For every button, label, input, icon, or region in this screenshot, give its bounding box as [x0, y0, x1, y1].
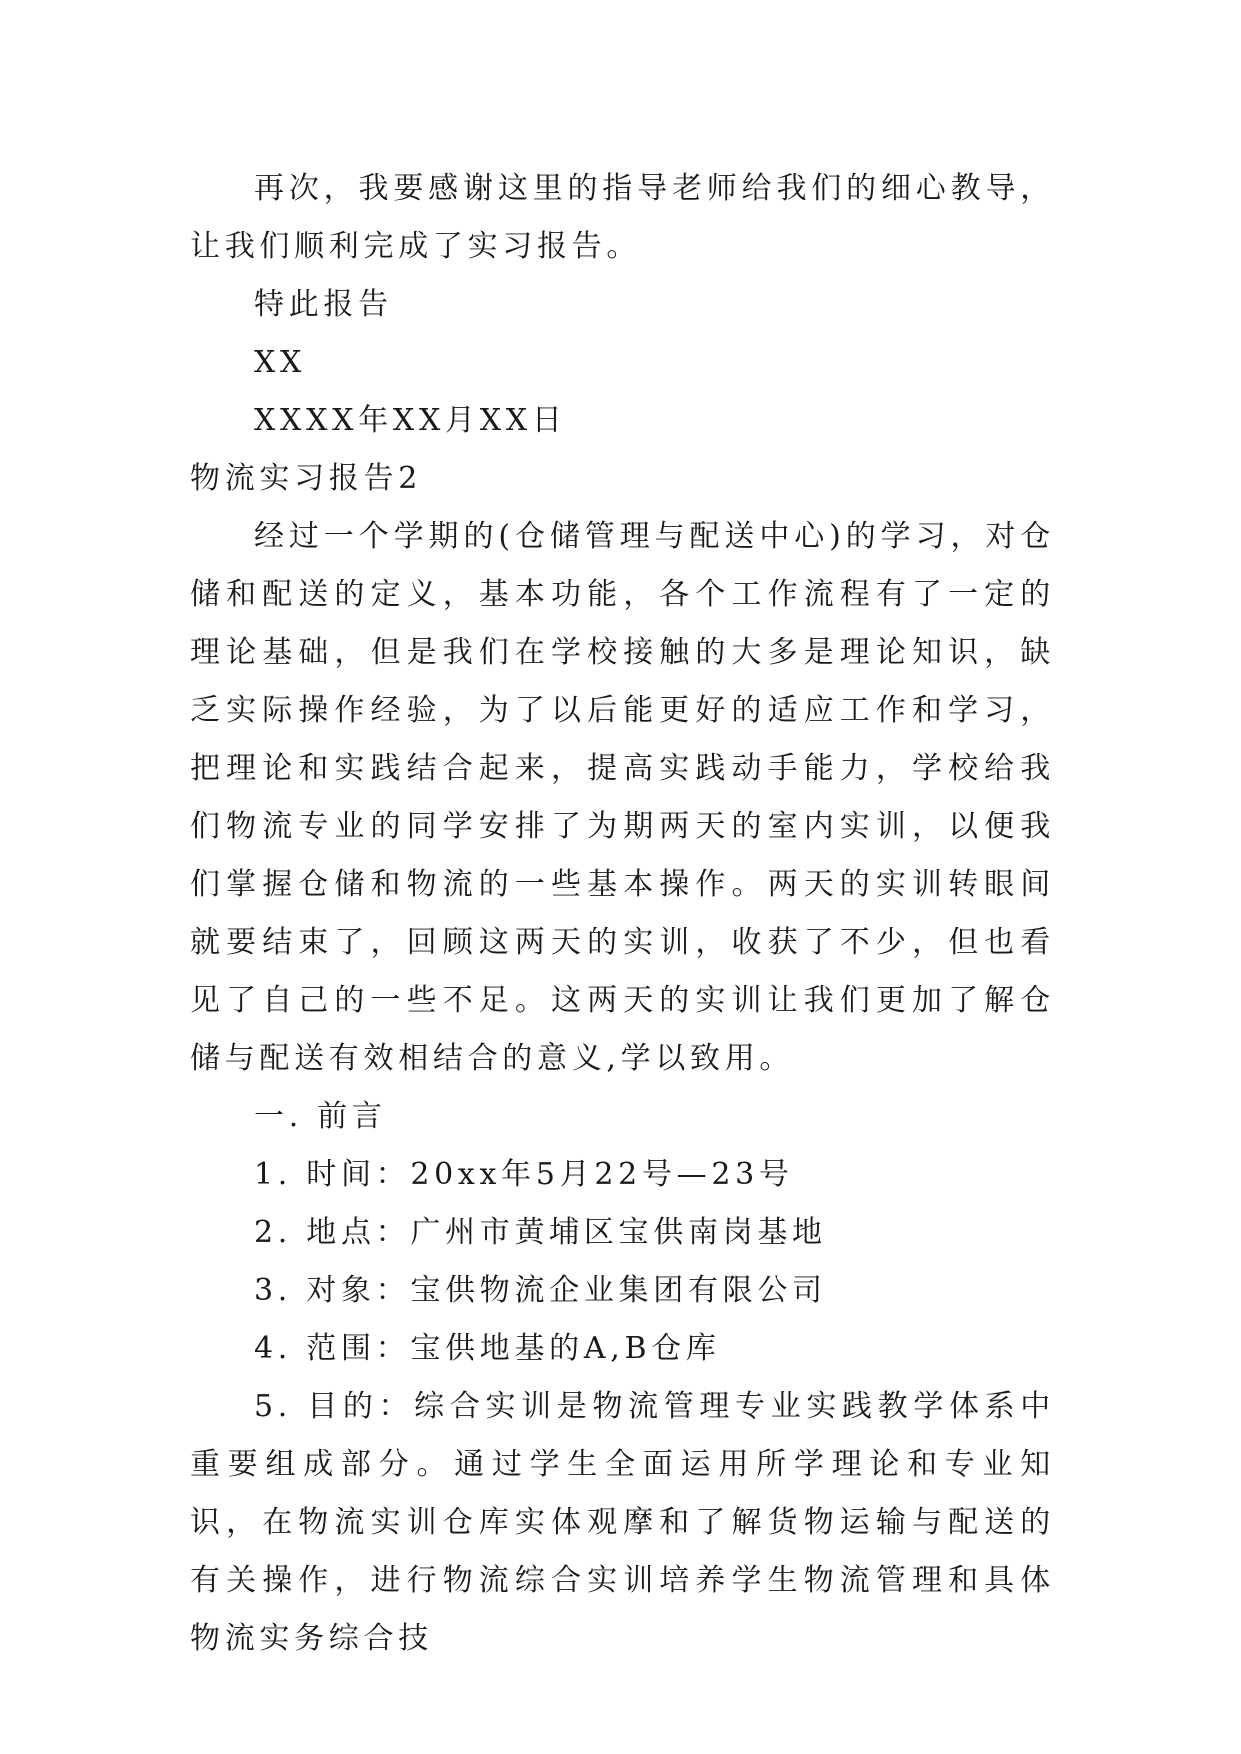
- paragraph-signature-name: XX: [254, 345, 307, 380]
- list-item-time: 1. 时间：20xx年5月22号—23号: [254, 1157, 794, 1192]
- heading-preface: 一. 前言: [254, 1099, 387, 1134]
- paragraph-intro: 经过一个学期的(仓储管理与配送中心)的学习，对仓储和配送的定义，基本功能，各个工作流程有了一定的理论基础，但是我们在学校接触的大多是理论知识，缺乏实际操作经验，为了以后能更好的适应工作和学习，把理论和实践结合起来，提高实践动手能力，学校给我们物流专业的同学安排了为期两天的室内实训，以便我们掌握仓储和物流的一些基本操作。两天的实训转眼间就要结束了，回顾这两天的实训，收获了不少，但也看见了自己的一些不足。这两天的实训让我们更加了解仓储与配送有效相结合的意义,学以致用。: [190, 519, 1055, 1076]
- list-item-target: 3. 对象：宝供物流企业集团有限公司: [254, 1273, 827, 1308]
- document-body: [190, 160, 1055, 1668]
- paragraph-signature-date: XXXX年XX月XX日: [254, 403, 567, 438]
- list-item-location: 2. 地点：广州市黄埔区宝供南岗基地: [254, 1215, 827, 1250]
- section-title: 物流实习报告2: [190, 461, 422, 496]
- paragraph-thanks: 再次，我要感谢这里的指导老师给我们的细心教导，让我们顺利完成了实习报告。: [190, 171, 1055, 264]
- list-item-scope: 4. 范围：宝供地基的A,B仓库: [254, 1331, 721, 1366]
- list-item-purpose: 5. 目的：综合实训是物流管理专业实践教学体系中重要组成部分。通过学生全面运用所学理论和专业知识，在物流实训仓库实体观摩和了解货物运输与配送的有关操作，进行物流综合实训培养学生物流管理和具体物流实务综合技: [190, 1389, 1055, 1656]
- paragraph-closing: 特此报告: [254, 287, 393, 322]
